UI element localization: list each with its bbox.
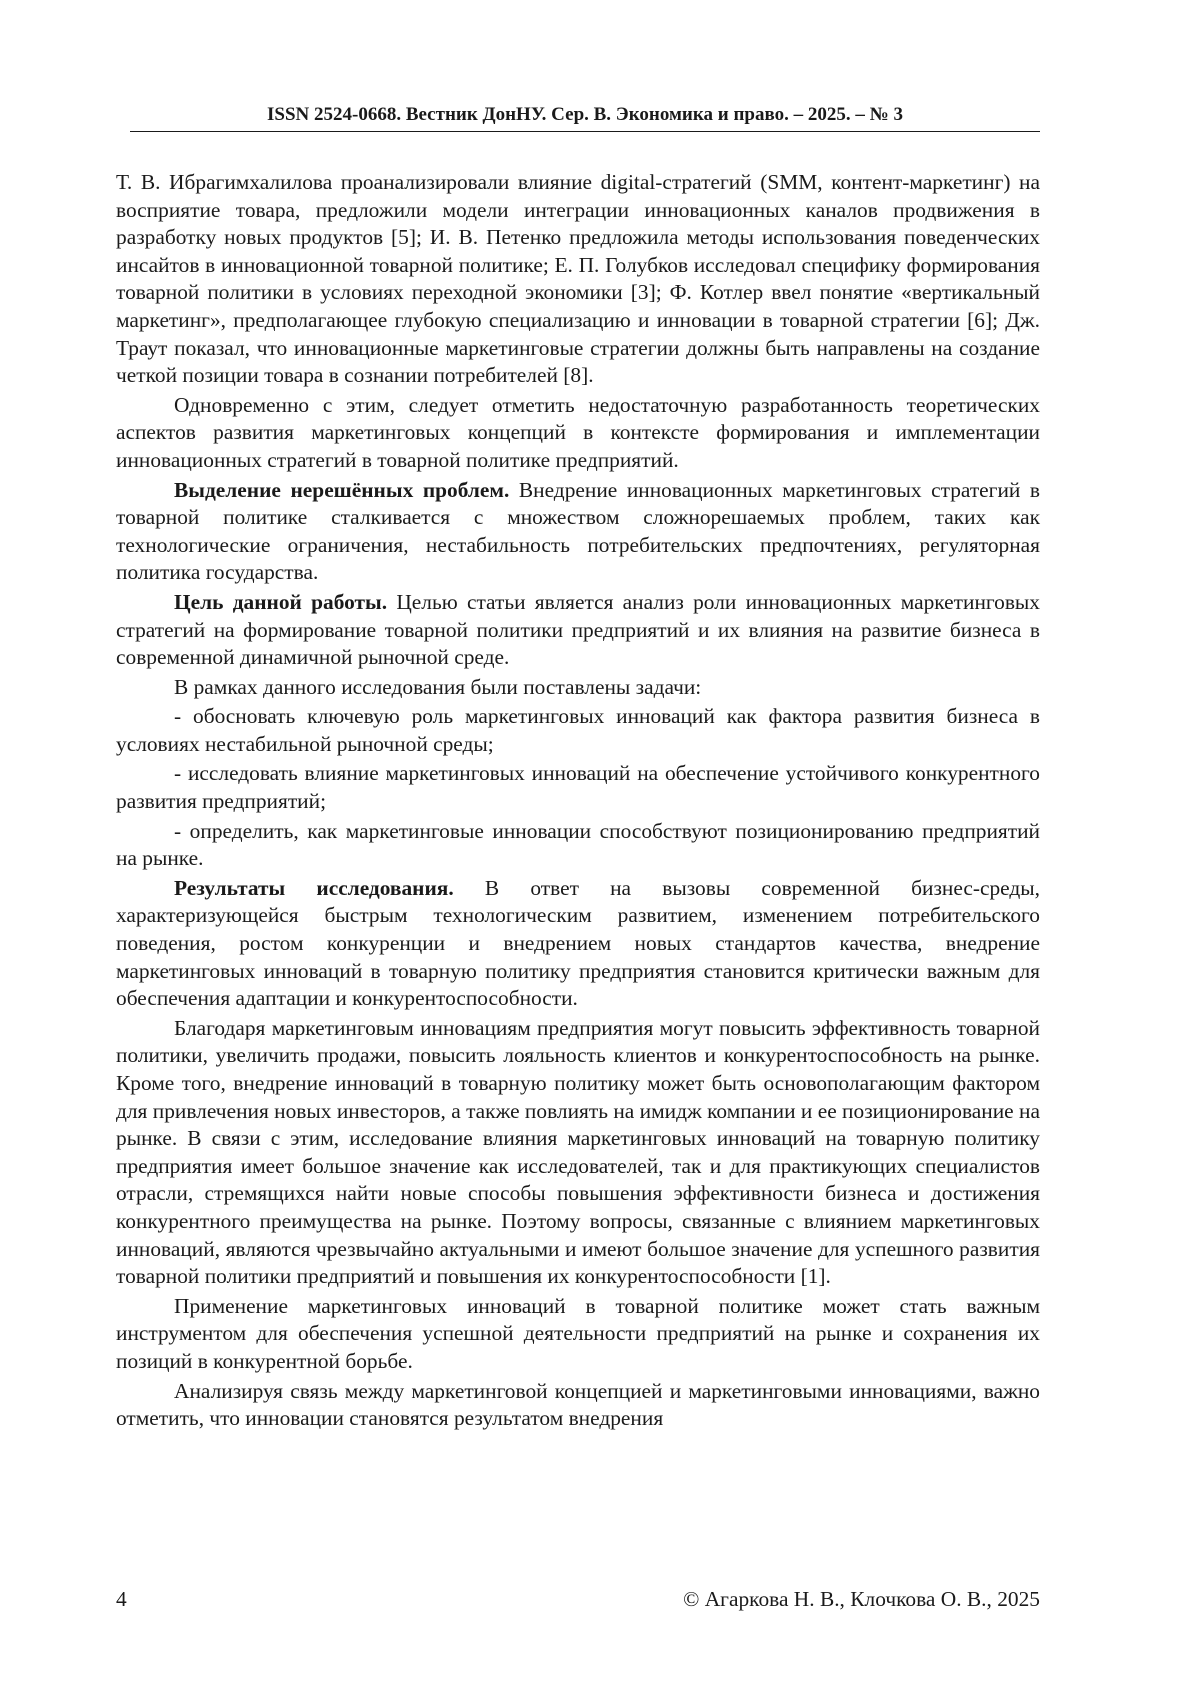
paragraph-tasks-intro <box>116 674 1040 702</box>
paragraph-text: Одновременно с этим, следует отметить недостаточную разработанность теоретических аспектов развития маркетинговых концепций в контексте формирования и имплементации инновационных стратегий в товарной политике предприятий. <box>116 392 1040 472</box>
paragraph-text: - обосновать ключевую роль маркетинговых инноваций как фактора развития бизнеса в условиях нестабильной рыночной среды; <box>116 704 1040 756</box>
page-footer <box>116 1586 1040 1612</box>
section-lead-results: Результаты исследования. <box>174 875 454 900</box>
paragraph-text: В рамках данного исследования были поставлены задачи: <box>174 674 702 699</box>
paragraph-10 <box>116 1015 1040 1291</box>
journal-header: ISSN 2524-0668. Вестник ДонНУ. Сер. В. Экономика и право. – 2025. – № 3 <box>267 104 903 125</box>
section-lead-goal: Цель данной работы. <box>174 589 388 614</box>
paragraph-11 <box>116 1293 1040 1376</box>
paragraph-text: Анализируя связь между маркетинговой концепцией и маркетинговыми инновациями, важно отметить, что инновации становятся результатом внедрения <box>116 1378 1040 1431</box>
paragraph-text: Т. В. Ибрагимхалилова проанализировали влияние digital-стратегий (SMM, контент-маркетинг) на восприятие товара, предложили модели интеграции инновационных каналов продвижения в разработку новых продуктов [5]; И. В. Петенко предложила методы использования поведенческих инсайтов в инновационной товарной политике; Е. П. Голубков исследовал специфику формирования товарной политики в условиях переходной экономики [3]; Ф. Котлер ввел понятие «вертикальный маркетинг», предполагающее глубокую специализацию и инновации в товарной стратегии [6]; Дж. Траут показал, что инновационные маркетинговые стратегии должны быть направлены на создание четкой позиции товара в сознании потребителей [8]. <box>116 170 1040 388</box>
task-item-3 <box>116 818 1040 873</box>
paragraph-text: Применение маркетинговых инноваций в товарной политике может стать важным инструментом для обеспечения успешной деятельности предприятий на рынке и сохранения их позиций в конкурентной борьбе. <box>116 1293 1040 1373</box>
paragraph-results <box>116 875 1040 1013</box>
copyright-notice: © Агаркова Н. В., Клочкова О. В., 2025 <box>683 1587 1040 1611</box>
task-item-1 <box>116 703 1040 758</box>
paragraph-unsolved-problems <box>116 477 1040 587</box>
paragraph-2 <box>116 392 1040 475</box>
paragraph-text: Внедрение инновационных маркетинговых стратегий в товарной политике сталкивается с множеством сложнорешаемых проблем, таких как технологические ограничения, нестабильность потребительских предпочтениях, регуляторная политика государства. <box>116 477 1040 585</box>
paragraph-text: - исследовать влияние маркетинговых инноваций на обеспечение устойчивого конкурентного развития предприятий; <box>116 761 1040 814</box>
paragraph-1 <box>116 169 1040 390</box>
paragraph-text: Благодаря маркетинговым инновациям предприятия могут повысить эффективность товарной политики, увеличить продажи, повысить лояльность клиентов и конкурентоспособность на рынке. Кроме того, внедрение инноваций в товарную политику может быть основополагающим фактором для привлечения новых инвесторов, а также повлиять на имидж компании и ее позиционирование на рынке. В связи с этим, исследование влияния маркетинговых инноваций на товарную политику предприятия имеет большое значение как исследователей, так и для практикующих специалистов отрасли, стремящихся найти новые способы повышения эффективности бизнеса и достижения конкурентного преимущества на рынке. Поэтому вопросы, связанные с влиянием маркетинговых инноваций, являются чрезвычайно актуальными и имеют большое значение для успешного развития товарной политики предприятий и повышения их конкурентоспособности [1]. <box>116 1015 1040 1289</box>
paragraph-text: Целью статьи является анализ роли инновационных маркетинговых стратегий на формирование товарной политики предприятий и их влияния на развитие бизнеса в современной динамичной рыночной среде. <box>116 589 1040 670</box>
paragraph-goal <box>116 589 1040 672</box>
header-rule <box>130 131 1040 132</box>
paragraph-12 <box>116 1378 1040 1433</box>
paragraph-text: - определить, как маркетинговые инновации способствуют позиционированию предприятий на рынке. <box>116 818 1040 871</box>
task-item-2 <box>116 760 1040 815</box>
article-body <box>116 169 1040 1433</box>
paragraph-text: В ответ на вызовы современной бизнес-среды, характеризующейся быстрым технологическим развитием, изменением потребительского поведения, ростом конкуренции и внедрением новых стандартов качества, внедрение маркетинговых инноваций в товарную политику предприятия становится критически важным для обеспечения адаптации и конкурентоспособности. <box>116 875 1040 1011</box>
section-lead-unsolved-problems: Выделение нерешённых проблем. <box>174 477 510 502</box>
page-number: 4 <box>116 1587 127 1611</box>
